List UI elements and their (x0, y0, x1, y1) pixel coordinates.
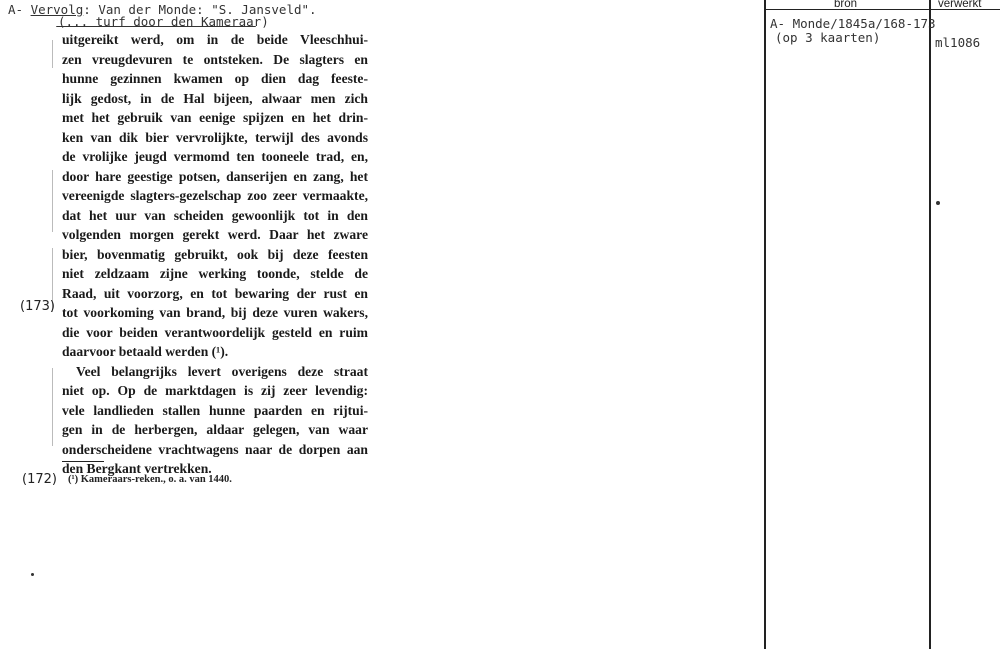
column-header-bron: bron (834, 0, 858, 10)
header-vervolg: Vervolg (30, 2, 84, 17)
stray-dot (936, 201, 940, 205)
body-line: uitgereikt werd, om in de beide Vleeschhui- (62, 32, 368, 47)
body-line: gen in de herbergen, aldaar gelegen, van waar (62, 422, 368, 437)
body-line: daarvoor betaald werden (¹). (62, 344, 229, 359)
body-line: vele landlieden stallen hunne paarden en rijtui- (62, 402, 368, 418)
body-line: niet op. Op de marktdagen is zij zeer levendig: (62, 383, 368, 398)
margin-bar (52, 368, 53, 446)
body-line: die voor beiden verantwoordelijk gesteld en ruim (62, 324, 368, 340)
body-line: onderscheidene vrachtwagens naar de dorpen aan (62, 441, 368, 457)
panel-divider-middle (929, 0, 931, 649)
header-rest: : Van der Monde: "S. Jansveld". (83, 2, 317, 17)
verwerkt-value: ml1086 (935, 35, 981, 50)
footnote-rule (62, 461, 104, 462)
body-line: vereenigde slagters-gezelschap zoo zeer vermaakte, (62, 188, 368, 203)
body-line: zen vreugdevuren te ontsteken. De slagters en (62, 51, 368, 67)
body-line: bier, bovenmatig gebruikt, ook bij deze feesten (62, 246, 368, 262)
body-line: tot voorkoming van brand, bij deze vuren wakers, (62, 305, 368, 320)
body-text (62, 30, 368, 479)
body-line: Veel belangrijks levert overigens deze straat (76, 363, 368, 379)
stray-dot (31, 573, 34, 576)
body-line: hunne gezinnen kwamen op dien dag feeste- (62, 71, 368, 86)
margin-note-173: (173) (20, 299, 55, 314)
body-line: niet zeldzaam zijne werking toonde, stelde de (62, 266, 368, 281)
body-line: door hare geestige potsen, danserijen en zang, het (62, 168, 368, 184)
bron-reference: A- Monde/1845a/168-173 (770, 16, 936, 31)
body-line: met het gebruik van eenige spijzen en het drin- (62, 110, 368, 125)
body-line: Raad, uit voorzorg, en tot bewaring der rust en (62, 285, 368, 301)
header-line-2: (... turf door den Kameraar) (58, 14, 269, 29)
body-line: den Bergkant vertrekken. (62, 461, 212, 476)
bron-card-count: (op 3 kaarten) (775, 30, 881, 45)
margin-bar (52, 170, 53, 232)
body-line: volgenden morgen gerekt werd. Daar het zware (62, 227, 368, 242)
body-line: dat het uur van scheiden gewoonlijk tot in den (62, 207, 368, 223)
body-line: lijk gedost, in de Hal bijeen, alwaar men zich (62, 90, 368, 106)
panel-divider-left (764, 0, 766, 649)
body-line: de vrolijke jeugd vermomd ten tooneele trad, en, (62, 149, 368, 164)
margin-note-172: (172) (22, 472, 57, 487)
footnote: (¹) Kameraars-reken., o. a. van 1440. (68, 474, 232, 485)
body-line: ken van dik bier vervrolijkte, terwijl des avonds (62, 129, 368, 145)
column-header-verwerkt: verwerkt (938, 0, 982, 10)
margin-bar (52, 40, 53, 68)
header-prefix: A- (8, 2, 31, 17)
